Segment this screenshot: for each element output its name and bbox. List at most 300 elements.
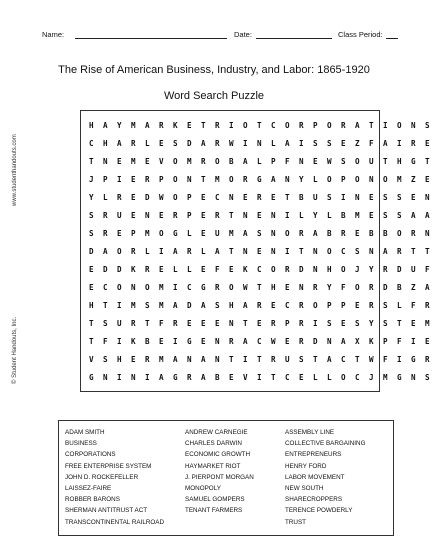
grid-letter[interactable]: F	[215, 265, 220, 274]
grid-letter[interactable]: S	[383, 301, 388, 310]
grid-letter[interactable]: R	[299, 319, 304, 328]
grid-letter[interactable]: R	[341, 121, 346, 130]
grid-letter[interactable]: N	[327, 337, 332, 346]
grid-letter[interactable]: S	[383, 319, 388, 328]
grid-letter[interactable]: N	[229, 319, 234, 328]
grid-letter[interactable]: T	[201, 121, 206, 130]
grid-letter[interactable]: Y	[89, 193, 94, 202]
grid-letter[interactable]: O	[173, 193, 178, 202]
grid-letter[interactable]: R	[131, 319, 136, 328]
grid-letter[interactable]: C	[89, 139, 94, 148]
grid-letter[interactable]: E	[117, 157, 122, 166]
grid-letter[interactable]: M	[131, 121, 136, 130]
grid-letter[interactable]: N	[285, 175, 290, 184]
grid-letter[interactable]: C	[215, 193, 220, 202]
grid-letter[interactable]: D	[187, 139, 192, 148]
grid-letter[interactable]: T	[383, 157, 388, 166]
grid-letter[interactable]: R	[271, 319, 276, 328]
grid-letter[interactable]: E	[159, 337, 164, 346]
grid-letter[interactable]: B	[327, 229, 332, 238]
grid-letter[interactable]: N	[229, 193, 234, 202]
grid-letter[interactable]: P	[383, 337, 388, 346]
grid-letter[interactable]: W	[271, 337, 276, 346]
grid-letter[interactable]: A	[201, 355, 206, 364]
grid-letter[interactable]: C	[257, 265, 262, 274]
grid-letter[interactable]: B	[369, 229, 374, 238]
grid-letter[interactable]: R	[159, 121, 164, 130]
grid-letter[interactable]: G	[201, 283, 206, 292]
grid-letter[interactable]: T	[397, 319, 402, 328]
grid-letter[interactable]: V	[159, 157, 164, 166]
grid-letter[interactable]: J	[355, 265, 360, 274]
grid-letter[interactable]: P	[341, 175, 346, 184]
grid-letter[interactable]: T	[229, 247, 234, 256]
grid-letter[interactable]: H	[89, 121, 94, 130]
grid-letter[interactable]: C	[285, 301, 290, 310]
grid-letter[interactable]: A	[383, 247, 388, 256]
grid-letter[interactable]: R	[215, 211, 220, 220]
grid-letter[interactable]: O	[383, 175, 388, 184]
grid-letter[interactable]: E	[425, 139, 430, 148]
grid-letter[interactable]: U	[117, 211, 122, 220]
grid-letter[interactable]: P	[313, 121, 318, 130]
grid-letter[interactable]: J	[89, 175, 94, 184]
grid-letter[interactable]: P	[327, 301, 332, 310]
grid-letter[interactable]: W	[369, 355, 374, 364]
grid-letter[interactable]: S	[173, 139, 178, 148]
grid-letter[interactable]: M	[145, 229, 150, 238]
grid-letter[interactable]: M	[131, 157, 136, 166]
date-field[interactable]	[256, 30, 332, 39]
grid-letter[interactable]: W	[327, 157, 332, 166]
grid-letter[interactable]: R	[271, 355, 276, 364]
grid-letter[interactable]: S	[355, 247, 360, 256]
grid-letter[interactable]: E	[201, 229, 206, 238]
grid-letter[interactable]: F	[159, 319, 164, 328]
grid-letter[interactable]: O	[327, 247, 332, 256]
grid-letter[interactable]: A	[425, 211, 430, 220]
grid-letter[interactable]: E	[131, 211, 136, 220]
grid-letter[interactable]: N	[187, 355, 192, 364]
grid-letter[interactable]: D	[89, 247, 94, 256]
grid-letter[interactable]: E	[425, 175, 430, 184]
grid-letter[interactable]: E	[411, 193, 416, 202]
grid-letter[interactable]: A	[425, 283, 430, 292]
grid-letter[interactable]: A	[243, 337, 248, 346]
grid-letter[interactable]: G	[173, 229, 178, 238]
grid-letter[interactable]: I	[299, 139, 304, 148]
grid-letter[interactable]: O	[117, 247, 122, 256]
grid-letter[interactable]: R	[369, 301, 374, 310]
grid-letter[interactable]: R	[103, 229, 108, 238]
grid-letter[interactable]: L	[145, 139, 150, 148]
grid-letter[interactable]: R	[313, 283, 318, 292]
grid-letter[interactable]: A	[173, 355, 178, 364]
grid-letter[interactable]: C	[271, 121, 276, 130]
grid-letter[interactable]: P	[271, 157, 276, 166]
grid-letter[interactable]: R	[103, 211, 108, 220]
grid-letter[interactable]: A	[327, 355, 332, 364]
grid-letter[interactable]: S	[327, 319, 332, 328]
grid-letter[interactable]: L	[187, 229, 192, 238]
grid-letter[interactable]: K	[243, 265, 248, 274]
grid-letter[interactable]: B	[383, 229, 388, 238]
grid-letter[interactable]: G	[173, 373, 178, 382]
grid-letter[interactable]: O	[173, 157, 178, 166]
grid-letter[interactable]: N	[131, 373, 136, 382]
grid-letter[interactable]: S	[89, 229, 94, 238]
grid-letter[interactable]: Z	[355, 139, 360, 148]
grid-letter[interactable]: U	[369, 157, 374, 166]
grid-letter[interactable]: R	[187, 373, 192, 382]
grid-letter[interactable]: I	[243, 355, 248, 364]
class-period-field[interactable]	[386, 30, 398, 39]
grid-letter[interactable]: T	[229, 211, 234, 220]
grid-letter[interactable]: R	[145, 265, 150, 274]
grid-letter[interactable]: N	[369, 247, 374, 256]
grid-letter[interactable]: E	[131, 355, 136, 364]
grid-letter[interactable]: T	[145, 319, 150, 328]
grid-letter[interactable]: L	[313, 175, 318, 184]
grid-letter[interactable]: N	[215, 337, 220, 346]
grid-letter[interactable]: A	[201, 301, 206, 310]
grid-letter[interactable]: E	[271, 301, 276, 310]
grid-letter[interactable]: G	[397, 373, 402, 382]
grid-letter[interactable]: A	[285, 139, 290, 148]
grid-letter[interactable]: Y	[369, 265, 374, 274]
grid-letter[interactable]: G	[257, 175, 262, 184]
grid-letter[interactable]: T	[299, 247, 304, 256]
grid-letter[interactable]: S	[299, 355, 304, 364]
grid-letter[interactable]: T	[355, 355, 360, 364]
grid-letter[interactable]: H	[327, 265, 332, 274]
grid-letter[interactable]: A	[201, 139, 206, 148]
grid-letter[interactable]: U	[313, 193, 318, 202]
grid-letter[interactable]: L	[313, 373, 318, 382]
grid-letter[interactable]: F	[425, 265, 430, 274]
grid-letter[interactable]: S	[397, 193, 402, 202]
grid-letter[interactable]: E	[201, 319, 206, 328]
grid-letter[interactable]: S	[313, 139, 318, 148]
grid-letter[interactable]: T	[411, 247, 416, 256]
grid-letter[interactable]: L	[327, 211, 332, 220]
grid-letter[interactable]: P	[103, 175, 108, 184]
grid-letter[interactable]: A	[201, 373, 206, 382]
grid-letter[interactable]: B	[341, 211, 346, 220]
grid-letter[interactable]: O	[397, 229, 402, 238]
grid-letter[interactable]: P	[187, 211, 192, 220]
grid-letter[interactable]: T	[285, 193, 290, 202]
grid-letter[interactable]: D	[397, 265, 402, 274]
grid-letter[interactable]: Z	[411, 175, 416, 184]
grid-letter[interactable]: S	[103, 355, 108, 364]
grid-letter[interactable]: L	[299, 211, 304, 220]
grid-letter[interactable]: N	[313, 265, 318, 274]
grid-letter[interactable]: M	[355, 211, 360, 220]
grid-letter[interactable]: T	[243, 319, 248, 328]
grid-letter[interactable]: O	[215, 157, 220, 166]
grid-letter[interactable]: W	[229, 139, 234, 148]
grid-letter[interactable]: E	[229, 265, 234, 274]
grid-letter[interactable]: E	[159, 211, 164, 220]
grid-letter[interactable]: T	[257, 355, 262, 364]
grid-letter[interactable]: B	[229, 157, 234, 166]
grid-letter[interactable]: L	[103, 193, 108, 202]
grid-letter[interactable]: I	[117, 337, 122, 346]
grid-letter[interactable]: A	[117, 139, 122, 148]
grid-letter[interactable]: S	[89, 211, 94, 220]
grid-letter[interactable]: D	[103, 265, 108, 274]
grid-letter[interactable]: L	[327, 373, 332, 382]
grid-letter[interactable]: O	[327, 121, 332, 130]
grid-letter[interactable]: M	[159, 355, 164, 364]
grid-letter[interactable]: C	[355, 373, 360, 382]
grid-letter[interactable]: H	[117, 355, 122, 364]
grid-letter[interactable]: W	[243, 283, 248, 292]
grid-letter[interactable]: E	[215, 319, 220, 328]
grid-letter[interactable]: I	[285, 211, 290, 220]
grid-letter[interactable]: R	[243, 175, 248, 184]
grid-letter[interactable]: C	[341, 247, 346, 256]
grid-letter[interactable]: I	[397, 139, 402, 148]
grid-letter[interactable]: I	[313, 319, 318, 328]
grid-letter[interactable]: A	[215, 247, 220, 256]
grid-letter[interactable]: F	[383, 355, 388, 364]
grid-letter[interactable]: T	[271, 373, 276, 382]
grid-letter[interactable]: S	[425, 373, 430, 382]
grid-letter[interactable]: E	[411, 319, 416, 328]
grid-letter[interactable]: N	[145, 211, 150, 220]
grid-letter[interactable]: A	[243, 301, 248, 310]
grid-letter[interactable]: O	[285, 229, 290, 238]
grid-letter[interactable]: R	[411, 139, 416, 148]
grid-letter[interactable]: R	[173, 211, 178, 220]
grid-letter[interactable]: R	[299, 301, 304, 310]
grid-letter[interactable]: N	[369, 175, 374, 184]
grid-letter[interactable]: M	[383, 373, 388, 382]
grid-letter[interactable]: R	[117, 193, 122, 202]
grid-letter[interactable]: A	[159, 373, 164, 382]
grid-letter[interactable]: O	[159, 229, 164, 238]
grid-letter[interactable]: C	[187, 283, 192, 292]
grid-letter[interactable]: N	[299, 283, 304, 292]
grid-letter[interactable]: O	[355, 283, 360, 292]
grid-letter[interactable]: R	[131, 247, 136, 256]
grid-letter[interactable]: N	[411, 121, 416, 130]
grid-letter[interactable]: P	[285, 319, 290, 328]
grid-letter[interactable]: I	[257, 373, 262, 382]
grid-letter[interactable]: S	[355, 319, 360, 328]
grid-letter[interactable]: P	[159, 175, 164, 184]
grid-letter[interactable]: A	[313, 229, 318, 238]
grid-letter[interactable]: U	[285, 355, 290, 364]
grid-letter[interactable]: L	[397, 301, 402, 310]
grid-letter[interactable]: T	[229, 355, 234, 364]
grid-letter[interactable]: R	[145, 355, 150, 364]
grid-letter[interactable]: R	[425, 301, 430, 310]
grid-letter[interactable]: U	[117, 319, 122, 328]
grid-letter[interactable]: R	[299, 337, 304, 346]
grid-letter[interactable]: H	[271, 283, 276, 292]
grid-letter[interactable]: T	[257, 283, 262, 292]
grid-letter[interactable]: N	[271, 211, 276, 220]
grid-letter[interactable]: I	[243, 139, 248, 148]
grid-letter[interactable]: H	[229, 301, 234, 310]
grid-letter[interactable]: T	[369, 121, 374, 130]
grid-letter[interactable]: O	[327, 175, 332, 184]
grid-letter[interactable]: E	[145, 157, 150, 166]
grid-letter[interactable]: D	[187, 301, 192, 310]
grid-letter[interactable]: C	[285, 373, 290, 382]
grid-letter[interactable]: F	[341, 283, 346, 292]
grid-letter[interactable]: A	[173, 301, 178, 310]
grid-letter[interactable]: T	[313, 355, 318, 364]
grid-letter[interactable]: A	[411, 211, 416, 220]
grid-letter[interactable]: D	[117, 265, 122, 274]
grid-letter[interactable]: E	[187, 319, 192, 328]
grid-letter[interactable]: L	[187, 265, 192, 274]
grid-letter[interactable]: N	[103, 373, 108, 382]
grid-letter[interactable]: B	[299, 193, 304, 202]
grid-letter[interactable]: I	[341, 193, 346, 202]
grid-letter[interactable]: R	[201, 157, 206, 166]
grid-letter[interactable]: T	[89, 319, 94, 328]
grid-letter[interactable]: S	[145, 301, 150, 310]
grid-letter[interactable]: T	[201, 175, 206, 184]
grid-letter[interactable]: R	[257, 193, 262, 202]
grid-letter[interactable]: T	[89, 337, 94, 346]
grid-letter[interactable]: B	[397, 283, 402, 292]
grid-letter[interactable]: S	[327, 193, 332, 202]
grid-letter[interactable]: T	[89, 157, 94, 166]
grid-letter[interactable]: R	[369, 283, 374, 292]
grid-letter[interactable]: Y	[369, 319, 374, 328]
grid-letter[interactable]: A	[243, 229, 248, 238]
grid-letter[interactable]: M	[229, 229, 234, 238]
grid-letter[interactable]: H	[103, 139, 108, 148]
grid-letter[interactable]: O	[285, 121, 290, 130]
grid-letter[interactable]: L	[173, 265, 178, 274]
grid-letter[interactable]: N	[131, 283, 136, 292]
grid-letter[interactable]: C	[257, 337, 262, 346]
grid-letter[interactable]: S	[257, 229, 262, 238]
grid-letter[interactable]: A	[145, 121, 150, 130]
grid-letter[interactable]: R	[411, 229, 416, 238]
grid-letter[interactable]: R	[131, 139, 136, 148]
grid-letter[interactable]: W	[159, 193, 164, 202]
grid-letter[interactable]: A	[103, 121, 108, 130]
grid-letter[interactable]: E	[355, 301, 360, 310]
grid-letter[interactable]: E	[229, 373, 234, 382]
grid-letter[interactable]: I	[383, 121, 388, 130]
grid-letter[interactable]: P	[187, 193, 192, 202]
grid-letter[interactable]: T	[257, 121, 262, 130]
grid-letter[interactable]: O	[341, 373, 346, 382]
grid-letter[interactable]: R	[257, 301, 262, 310]
grid-letter[interactable]: Y	[299, 175, 304, 184]
grid-letter[interactable]: R	[173, 319, 178, 328]
grid-letter[interactable]: E	[313, 157, 318, 166]
grid-letter[interactable]: S	[397, 211, 402, 220]
grid-letter[interactable]: I	[145, 373, 150, 382]
grid-letter[interactable]: I	[397, 355, 402, 364]
grid-letter[interactable]: I	[117, 175, 122, 184]
grid-letter[interactable]: N	[103, 157, 108, 166]
grid-letter[interactable]: E	[355, 229, 360, 238]
grid-letter[interactable]: E	[243, 193, 248, 202]
grid-letter[interactable]: O	[145, 283, 150, 292]
grid-letter[interactable]: R	[383, 265, 388, 274]
grid-letter[interactable]: G	[411, 157, 416, 166]
grid-letter[interactable]: X	[355, 337, 360, 346]
grid-letter[interactable]: S	[215, 301, 220, 310]
grid-letter[interactable]: A	[243, 157, 248, 166]
grid-letter[interactable]: O	[313, 301, 318, 310]
grid-letter[interactable]: O	[243, 121, 248, 130]
grid-letter[interactable]: A	[355, 121, 360, 130]
grid-letter[interactable]: A	[341, 337, 346, 346]
grid-letter[interactable]: E	[271, 193, 276, 202]
grid-letter[interactable]: R	[285, 265, 290, 274]
grid-letter[interactable]: E	[117, 229, 122, 238]
grid-letter[interactable]: G	[187, 337, 192, 346]
grid-letter[interactable]: G	[89, 373, 94, 382]
grid-letter[interactable]: C	[103, 283, 108, 292]
grid-letter[interactable]: R	[215, 139, 220, 148]
grid-letter[interactable]: N	[425, 193, 430, 202]
grid-letter[interactable]: A	[103, 247, 108, 256]
grid-letter[interactable]: O	[173, 175, 178, 184]
grid-letter[interactable]: B	[145, 337, 150, 346]
grid-letter[interactable]: M	[215, 175, 220, 184]
grid-letter[interactable]: E	[257, 247, 262, 256]
grid-letter[interactable]: E	[89, 265, 94, 274]
grid-letter[interactable]: H	[397, 157, 402, 166]
grid-letter[interactable]: O	[117, 283, 122, 292]
grid-letter[interactable]: I	[229, 121, 234, 130]
grid-letter[interactable]: N	[271, 229, 276, 238]
grid-letter[interactable]: R	[397, 247, 402, 256]
grid-letter[interactable]: A	[271, 175, 276, 184]
grid-letter[interactable]: I	[285, 247, 290, 256]
grid-letter[interactable]: C	[341, 355, 346, 364]
grid-letter[interactable]: T	[425, 247, 430, 256]
grid-letter[interactable]: N	[313, 247, 318, 256]
grid-letter[interactable]: E	[159, 139, 164, 148]
grid-letter[interactable]: L	[271, 139, 276, 148]
grid-letter[interactable]: T	[425, 157, 430, 166]
grid-letter[interactable]: O	[355, 157, 360, 166]
grid-letter[interactable]: D	[299, 265, 304, 274]
grid-letter[interactable]: I	[117, 373, 122, 382]
grid-letter[interactable]: E	[201, 193, 206, 202]
grid-letter[interactable]: R	[299, 121, 304, 130]
grid-letter[interactable]: P	[131, 229, 136, 238]
name-field[interactable]	[75, 30, 227, 39]
grid-letter[interactable]: L	[257, 157, 262, 166]
grid-letter[interactable]: S	[103, 319, 108, 328]
grid-letter[interactable]: F	[411, 301, 416, 310]
grid-letter[interactable]: Z	[411, 283, 416, 292]
grid-letter[interactable]: B	[215, 373, 220, 382]
grid-letter[interactable]: N	[187, 175, 192, 184]
grid-letter[interactable]: G	[411, 355, 416, 364]
grid-letter[interactable]: I	[411, 337, 416, 346]
grid-letter[interactable]: R	[229, 337, 234, 346]
grid-letter[interactable]: R	[215, 121, 220, 130]
grid-letter[interactable]: K	[369, 337, 374, 346]
grid-letter[interactable]: E	[285, 283, 290, 292]
